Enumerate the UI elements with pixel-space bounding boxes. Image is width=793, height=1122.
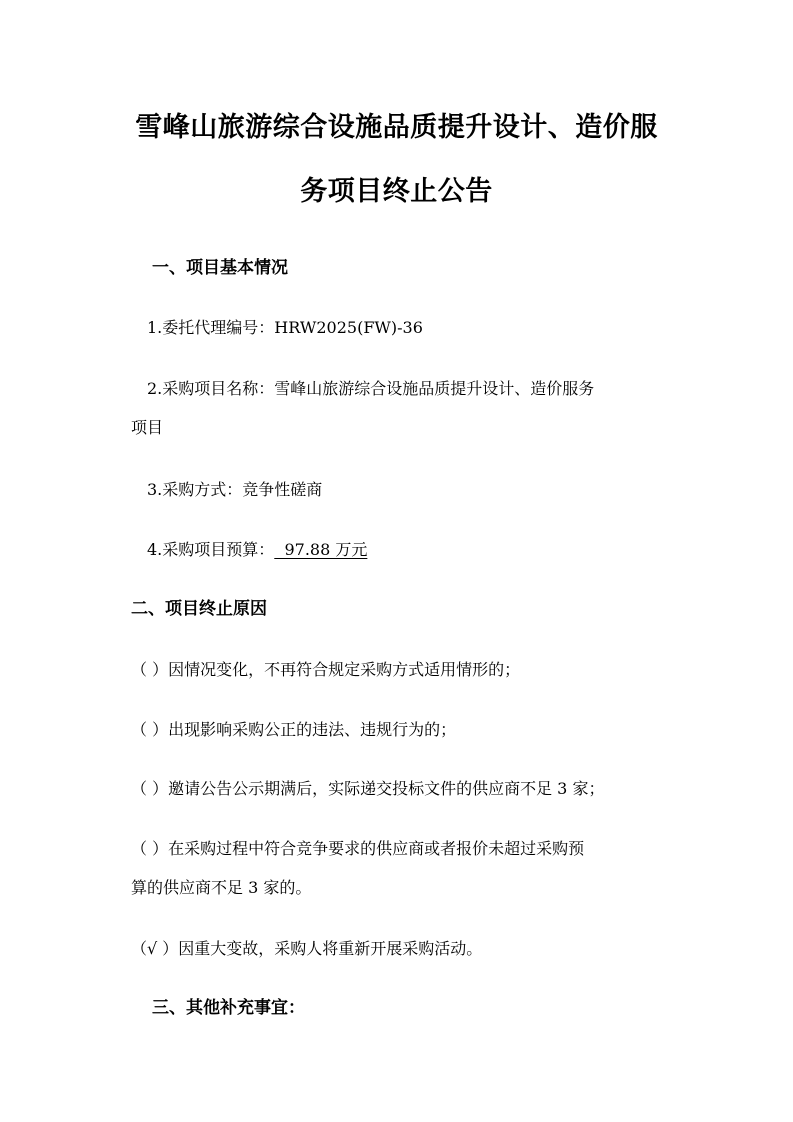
project-budget-label: 4.采购项目预算： bbox=[147, 540, 275, 559]
section-1-heading: 一、项目基本情况 bbox=[152, 258, 288, 278]
termination-reason-2: （ ）出现影响采购公正的违法、违规行为的； bbox=[131, 720, 457, 739]
document-title-line-2: 务项目终止公告 bbox=[300, 176, 493, 207]
project-name-line-2: 项目 bbox=[131, 418, 164, 437]
section-2-heading: 二、项目终止原因 bbox=[131, 599, 267, 619]
project-budget bbox=[147, 538, 367, 562]
procurement-method: 3.采购方式：竞争性磋商 bbox=[147, 480, 323, 499]
termination-reason-4-line-1: （ ）在采购过程中符合竞争要求的供应商或者报价未超过采购预 bbox=[131, 839, 585, 858]
section-3-heading: 三、其他补充事宜： bbox=[152, 998, 305, 1018]
termination-reason-4-line-2: 算的供应商不足 3 家的。 bbox=[131, 878, 312, 897]
document-title-line-1: 雪峰山旅游综合设施品质提升设计、造价服 bbox=[135, 112, 658, 143]
project-budget-value: 97.88 万元 bbox=[274, 540, 368, 559]
agency-number: 1.委托代理编号：HRW2025(FW)-36 bbox=[147, 318, 423, 337]
termination-reason-5: （√ ）因重大变故，采购人将重新开展采购活动。 bbox=[131, 939, 483, 958]
termination-reason-3: （ ）邀请公告公示期满后，实际递交投标文件的供应商不足 3 家； bbox=[131, 779, 605, 798]
termination-reason-1: （ ）因情况变化，不再符合规定采购方式适用情形的； bbox=[131, 660, 521, 679]
project-name-line-1: 2.采购项目名称：雪峰山旅游综合设施品质提升设计、造价服务 bbox=[147, 379, 595, 398]
